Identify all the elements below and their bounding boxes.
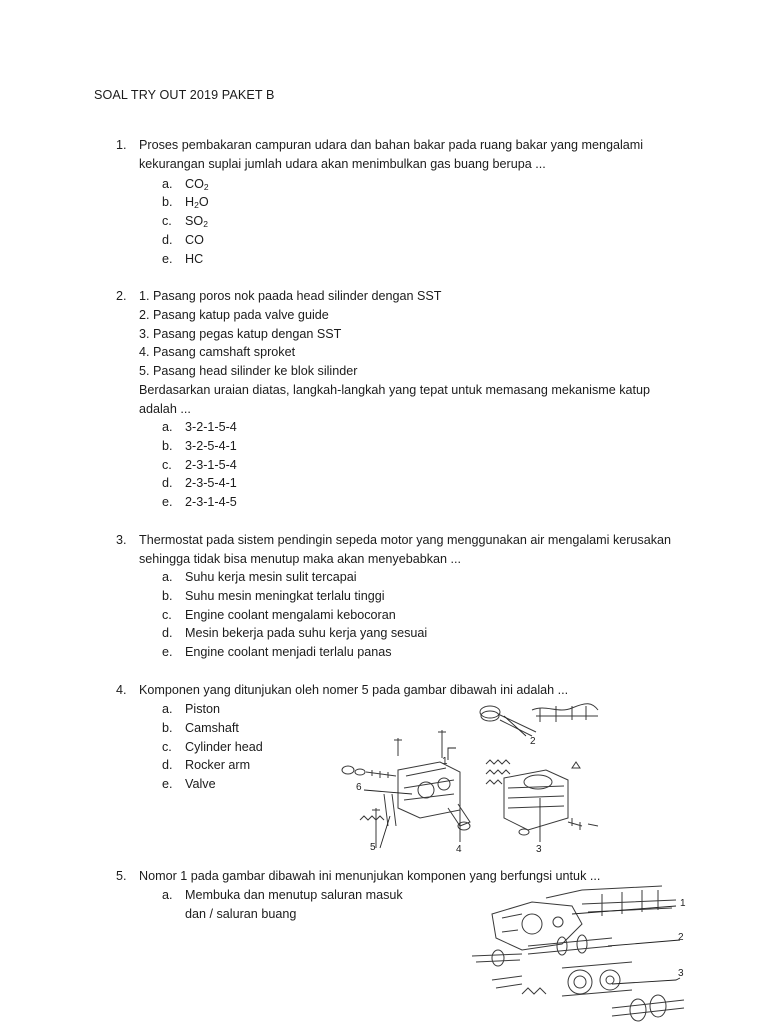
option-letter: c.: [162, 740, 172, 754]
option-text: CO: [185, 233, 204, 247]
question-text: Thermostat pada sistem pendingin sepeda motor yang menggunakan air mengalami kerusakan sehingga tidak bisa menutup maka akan menyebabkan ...: [139, 533, 672, 566]
option-text: $SO_2$: [185, 214, 208, 229]
step-item: 3. Pasang pegas katup dengan SST: [139, 327, 342, 341]
option-text: Suhu mesin meningkat terlalu tinggi: [185, 589, 385, 603]
option-letter: b.: [162, 439, 173, 453]
figure-label: 4: [456, 844, 462, 855]
question-text: Proses pembakaran campuran udara dan bahan bakar pada ruang bakar yang mengalami kekurangan suplai jumlah udara akan menimbulkan gas buang berupa ...: [139, 138, 644, 171]
option-letter: b.: [162, 721, 173, 735]
option-letter: d.: [162, 233, 173, 247]
question-text: Nomor 1 pada gambar dibawah ini menunjukan komponen yang berfungsi untuk ...: [139, 869, 601, 883]
option-letter: e.: [162, 252, 173, 266]
figure-label: 3: [678, 968, 684, 979]
option-letter: c.: [162, 214, 172, 228]
figure-label: 3: [536, 844, 542, 855]
option-text: Piston: [185, 702, 221, 716]
question-text: Komponen yang ditunjukan oleh nomer 5 pada gambar dibawah ini adalah ...: [139, 683, 569, 697]
option-letter: a.: [162, 702, 173, 716]
option-text: Engine coolant mengalami kebocoran: [185, 608, 396, 622]
option-text: Engine coolant menjadi terlalu panas: [185, 645, 392, 659]
step-item: 1. Pasang poros nok paada head silinder dengan SST: [139, 289, 442, 303]
option-letter: b.: [162, 195, 173, 209]
option-text: HC: [185, 252, 204, 266]
figure-label: 1: [680, 898, 686, 909]
option-letter: e.: [162, 495, 173, 509]
question-text: Berdasarkan uraian diatas, langkah-langkah yang tepat untuk memasang mekanisme katup adalah ...: [139, 383, 651, 416]
option-letter: e.: [162, 777, 173, 791]
option-text: $H_2O$: [185, 195, 209, 210]
option-letter: a.: [162, 570, 173, 584]
figure-label: 2: [678, 932, 684, 943]
step-item: 5. Pasang head silinder ke blok silinder: [139, 364, 358, 378]
option-letter: d.: [162, 758, 173, 772]
option-letter: a.: [162, 177, 173, 191]
option-letter: d.: [162, 626, 173, 640]
option-text: $CO_2$: [185, 177, 209, 192]
question-number: 1.: [116, 138, 127, 152]
option-text: Camshaft: [185, 721, 239, 735]
option-text: Mesin bekerja pada suhu kerja yang sesuai: [185, 626, 428, 640]
option-text: Rocker arm: [185, 758, 251, 772]
option-letter: c.: [162, 458, 172, 472]
option-text: 2-3-1-5-4: [185, 458, 237, 472]
step-item: 2. Pasang katup pada valve guide: [139, 308, 329, 322]
page-title: SOAL TRY OUT 2019 PAKET B: [94, 88, 275, 102]
figure-label: 6: [356, 782, 362, 793]
figure-label: 5: [370, 842, 376, 853]
option-letter: a.: [162, 420, 173, 434]
crankcase-parts-diagram: [462, 884, 690, 1024]
question-number: 3.: [116, 533, 127, 547]
question-number: 2.: [116, 289, 127, 303]
option-letter: b.: [162, 589, 173, 603]
option-text: 3-2-5-4-1: [185, 439, 237, 453]
option-text: dan / saluran buang: [185, 907, 297, 921]
figure-label: 1: [442, 756, 448, 767]
option-text: 2-3-1-4-5: [185, 495, 237, 509]
option-letter: c.: [162, 608, 172, 622]
option-text: Suhu kerja mesin sulit tercapai: [185, 570, 357, 584]
question-number: 5.: [116, 869, 127, 883]
option-text: Membuka dan menutup saluran masuk: [185, 888, 403, 902]
step-item: 4. Pasang camshaft sproket: [139, 345, 296, 359]
option-text: 3-2-1-5-4: [185, 420, 237, 434]
engine-parts-diagram: [336, 698, 608, 862]
option-text: 2-3-5-4-1: [185, 476, 237, 490]
option-letter: d.: [162, 476, 173, 490]
option-letter: a.: [162, 888, 173, 902]
figure-label: 2: [530, 736, 536, 747]
option-text: Valve: [185, 777, 216, 791]
option-letter: e.: [162, 645, 173, 659]
option-text: Cylinder head: [185, 740, 263, 754]
question-number: 4.: [116, 683, 127, 697]
